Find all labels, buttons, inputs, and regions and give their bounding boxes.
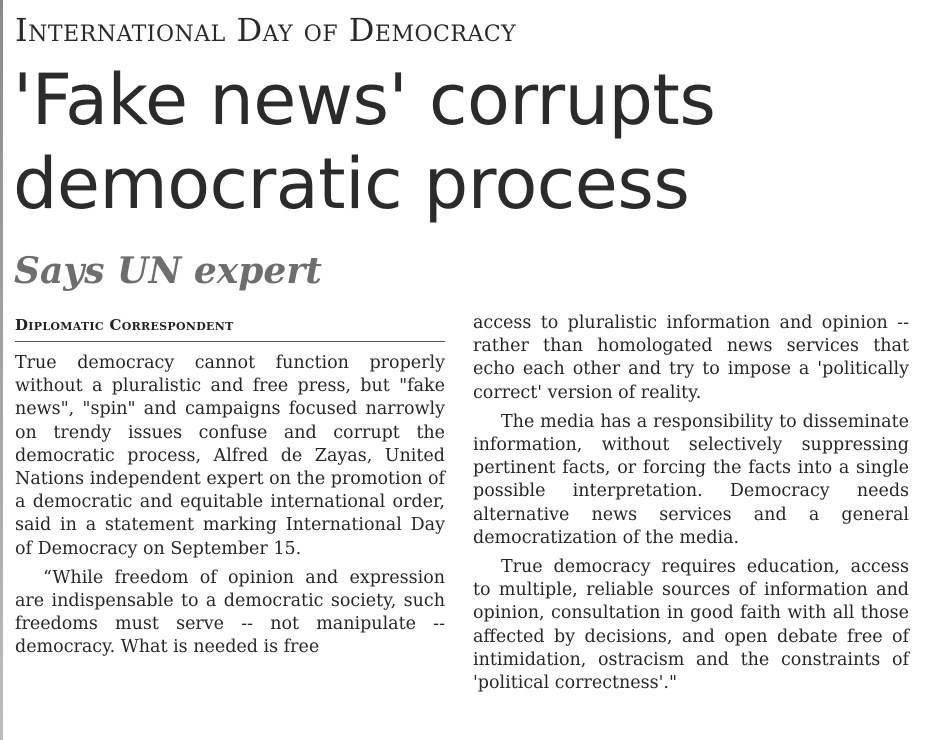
page-edge-rule: [0, 0, 3, 740]
article-column-right: [473, 312, 909, 695]
article-byline: Diplomatic Correspondent: [15, 316, 234, 334]
article-column-left: [15, 352, 445, 660]
byline-divider: [15, 341, 445, 342]
body-paragraph: True democracy requires education, access to multiple, reliable sources of information and opinion, consultation in good faith with all those affected by decisions, and open debate free of intimidation, ostracism and the constraints of 'political correctness'.": [473, 557, 909, 694]
body-paragraph: True democracy cannot function properly without a pluralistic and free press, but "fake news", "spin" and campaigns focused narrowly on trendy issues confuse and corrupt the democratic process, Alfred de Zayas, United Nations independent expert on the promotion of a democratic and equitable international order, said in a statement marking International Day of Democracy on September 15.: [15, 353, 445, 559]
body-paragraph: “While freedom of opinion and expression are indispensable to a democratic society, such freedoms must serve -- not manipulate -- democracy. What is needed is free: [15, 567, 445, 658]
body-paragraph: The media has a responsibility to disseminate information, without selectively suppressing pertinent facts, or forcing the facts into a single possible interpretation. Democracy needs alternative news services and a general democratization of the media.: [473, 411, 909, 548]
article-headline: 'Fake news' corrupts democratic process: [13, 59, 716, 225]
article-kicker: International Day of Democracy: [15, 11, 517, 49]
body-paragraph: access to pluralistic information and opinion -- rather than homologated news services that echo each other and try to impose a 'politically correct' version of reality.: [473, 313, 909, 403]
article-deck: Says UN expert: [14, 250, 322, 292]
